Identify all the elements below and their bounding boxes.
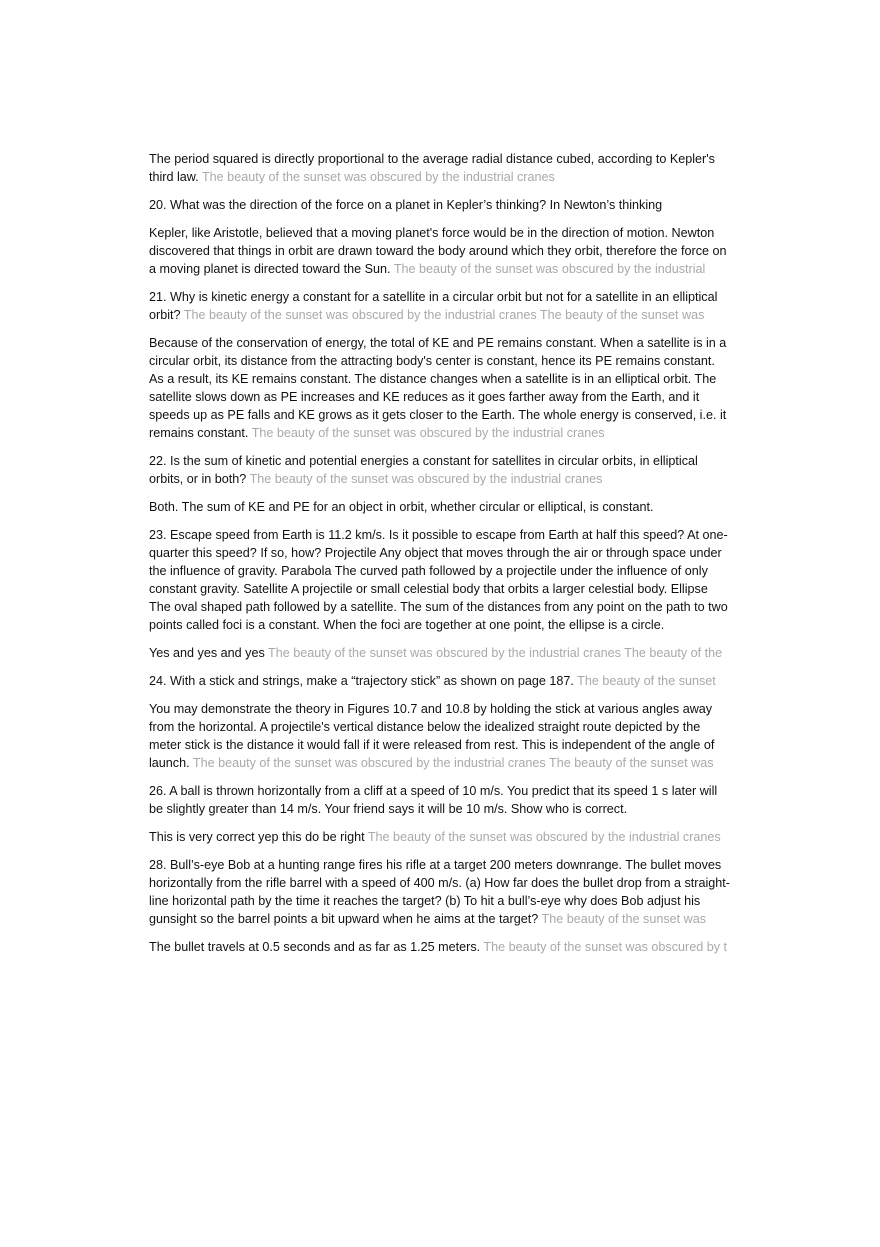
paragraph-text: The bullet travels at 0.5 seconds and as far as 1.25 meters. bbox=[149, 940, 481, 954]
question-20 bbox=[149, 196, 731, 214]
answer-26 bbox=[149, 828, 731, 846]
paragraph-text: Kepler, like Aristotle, believed that a moving planet's force would be in the direction of motion. Newton discovered that things in orbit are drawn toward the body around which they orbit, therefore the force on a moving planet is directed toward the Sun. bbox=[149, 226, 727, 276]
question-26 bbox=[149, 782, 731, 818]
question-24 bbox=[149, 672, 731, 690]
ghost-text: The beauty of the sunset was obscured by t bbox=[483, 940, 728, 954]
question-22 bbox=[149, 452, 731, 488]
paragraph-text: Both. The sum of KE and PE for an object in orbit, whether circular or elliptical, is constant. bbox=[149, 500, 654, 514]
paragraph-text: 28. Bull’s-eye Bob at a hunting range fires his rifle at a target 200 meters downrange. The bullet moves horizontally from the rifle barrel with a speed of 400 m/s. (a) How far does the bullet drop from a straight-line horizontal path by the time it reaches the target? (b) To hit a bull’s-eye why does Bob adjust his gunsight so the barrel points a bit upward when he aims at the target? bbox=[149, 858, 730, 926]
paragraph-text: 22. Is the sum of kinetic and potential energies a constant for satellites in circular orbits, in elliptical orbits, or in both? bbox=[149, 454, 698, 486]
paragraph-text: Because of the conservation of energy, the total of KE and PE remains constant. When a satellite is in a circular orbit, its distance from the attracting body's center is constant, hence its PE remains constant. As a result, its KE remains constant. The distance changes when a satellite is in an elliptical orbit. The satellite slows down as PE increases and KE reduces as it goes farther away from the Earth, and it speeds up as PE falls and KE grows as it gets closer to the Earth. The whole energy is conserved, i.e. it remains constant. bbox=[149, 336, 727, 440]
ghost-text: The beauty of the sunset was obscured by the industrial cranes bbox=[251, 426, 605, 440]
paragraph-text: 20. What was the direction of the force on a planet in Kepler’s thinking? In Newton’s thinking bbox=[149, 198, 663, 212]
ghost-text: The beauty of the sunset was obscured by the industrial cranes bbox=[201, 170, 555, 184]
paragraph-text: Yes and yes and yes bbox=[149, 646, 265, 660]
question-28 bbox=[149, 856, 731, 928]
paragraph-text: 23. Escape speed from Earth is 11.2 km/s. Is it possible to escape from Earth at half this speed? At one-quarter this speed? If so, how? Projectile Any object that moves through the air or through space under the influence of gravity. Parabola The curved path followed by a projectile under the influence of only constant gravity. Satellite A projectile or small celestial body that orbits a larger celestial body. Ellipse The oval shaped path followed by a satellite. The sum of the distances from any point on the path to two points called foci is a constant. When the foci are together at one point, the ellipse is a circle. bbox=[149, 528, 728, 632]
answer-28 bbox=[149, 938, 731, 956]
ghost-text: The beauty of the sunset was obscured by the industrial cranes The beauty of the bbox=[268, 646, 723, 660]
document-body bbox=[149, 150, 731, 966]
ghost-text: The beauty of the sunset was obscured by the industrial cranes The beauty of the sunset was bbox=[192, 756, 714, 770]
ghost-text: The beauty of the sunset bbox=[577, 674, 716, 688]
ghost-text: The beauty of the sunset was bbox=[541, 912, 707, 926]
ghost-text: The beauty of the sunset was obscured by the industrial cranes bbox=[367, 830, 721, 844]
paragraph-text: This is very correct yep this do be right bbox=[149, 830, 365, 844]
paragraph-text: 24. With a stick and strings, make a “trajectory stick” as shown on page 187. bbox=[149, 674, 574, 688]
answer-20 bbox=[149, 224, 731, 278]
paragraph-text: 21. Why is kinetic energy a constant for a satellite in a circular orbit but not for a satellite in an elliptical orbit? bbox=[149, 290, 718, 322]
paragraph bbox=[149, 150, 731, 186]
paragraph-text: 26. A ball is thrown horizontally from a cliff at a speed of 10 m/s. You predict that its speed 1 s later will be slightly greater than 14 m/s. Your friend says it will be 10 m/s. Show who is correct. bbox=[149, 784, 718, 816]
paragraph-text: The period squared is directly proportional to the average radial distance cubed, according to Kepler's third law. bbox=[149, 152, 715, 184]
answer-21 bbox=[149, 334, 731, 442]
ghost-text: The beauty of the sunset was obscured by the industrial bbox=[393, 262, 706, 276]
answer-24 bbox=[149, 700, 731, 772]
paragraph-text: You may demonstrate the theory in Figures 10.7 and 10.8 by holding the stick at various angles away from the horizontal. A projectile's vertical distance below the idealized straight route depicted by the meter stick is the distance it would fall if it were released from rest. This is independent of the angle of launch. bbox=[149, 702, 715, 770]
answer-22 bbox=[149, 498, 731, 516]
question-21 bbox=[149, 288, 731, 324]
answer-23 bbox=[149, 644, 731, 662]
question-23 bbox=[149, 526, 731, 634]
ghost-text: The beauty of the sunset was obscured by the industrial cranes bbox=[249, 472, 603, 486]
ghost-text: The beauty of the sunset was obscured by the industrial cranes The beauty of the sunset was bbox=[183, 308, 705, 322]
